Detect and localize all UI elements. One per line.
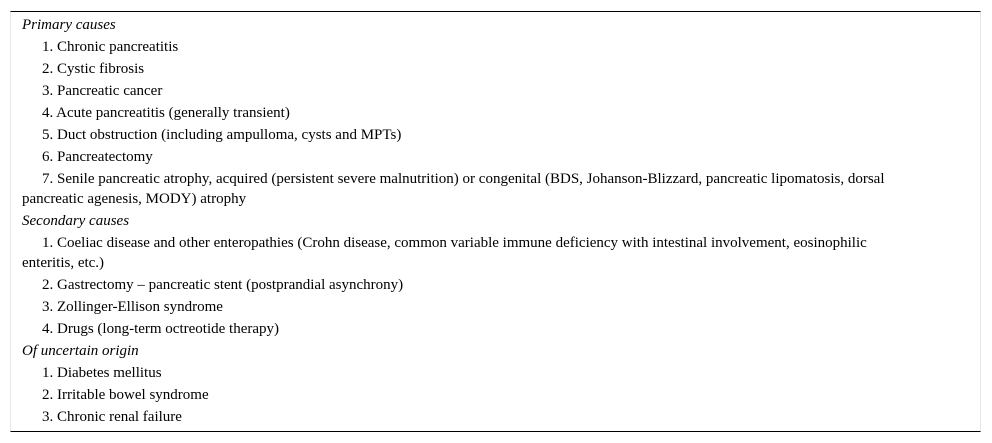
list-item-text: 4. Acute pancreatitis (generally transient) <box>42 105 290 121</box>
list-item <box>22 103 922 125</box>
list-item-text: 2. Gastrectomy – pancreatic stent (postprandial asynchrony) <box>42 277 404 293</box>
list-item-text: 1. Coeliac disease and other enteropathies (Crohn disease, common variable immune deficiency with intestinal involvement, eosinophilic enteritis, etc.) <box>22 235 867 271</box>
causes-list <box>22 15 922 429</box>
list-item-text: 1. Chronic pancreatitis <box>42 39 179 55</box>
list-item <box>22 275 922 297</box>
list-item-text: 4. Drugs (long-term octreotide therapy) <box>42 321 280 337</box>
list-item <box>22 407 922 429</box>
list-item-text: 3. Zollinger-Ellison syndrome <box>42 299 223 315</box>
list-item <box>22 81 922 103</box>
list-item-text: 5. Duct obstruction (including ampulloma, cysts and MPTs) <box>42 127 402 143</box>
list-item-text: 3. Pancreatic cancer <box>42 83 163 99</box>
list-item <box>22 169 922 211</box>
section-heading-uncertain-origin: Of uncertain origin <box>22 343 139 359</box>
list-item-text: 6. Pancreatectomy <box>42 149 153 165</box>
list-item <box>22 59 922 81</box>
list-item <box>22 37 922 59</box>
list-item <box>22 385 922 407</box>
list-item <box>22 125 922 147</box>
list-item-text: 2. Irritable bowel syndrome <box>42 387 209 403</box>
list-item <box>22 319 922 341</box>
list-item-text: 1. Diabetes mellitus <box>42 365 162 381</box>
list-item-text: 2. Cystic fibrosis <box>42 61 145 77</box>
list-item-text: 3. Chronic renal failure <box>42 409 182 425</box>
causes-table <box>10 11 981 432</box>
list-item-text: 7. Senile pancreatic atrophy, acquired (persistent severe malnutrition) or congenital (BDS, Johanson-Blizzard, pancreatic lipomatosis, dorsal pancreatic agenesis, MODY) atrophy <box>22 171 885 207</box>
section-heading-primary-causes: Primary causes <box>22 17 116 33</box>
list-item <box>22 297 922 319</box>
section-heading-secondary-causes: Secondary causes <box>22 213 130 229</box>
list-item <box>22 363 922 385</box>
list-item <box>22 233 922 275</box>
list-item <box>22 147 922 169</box>
